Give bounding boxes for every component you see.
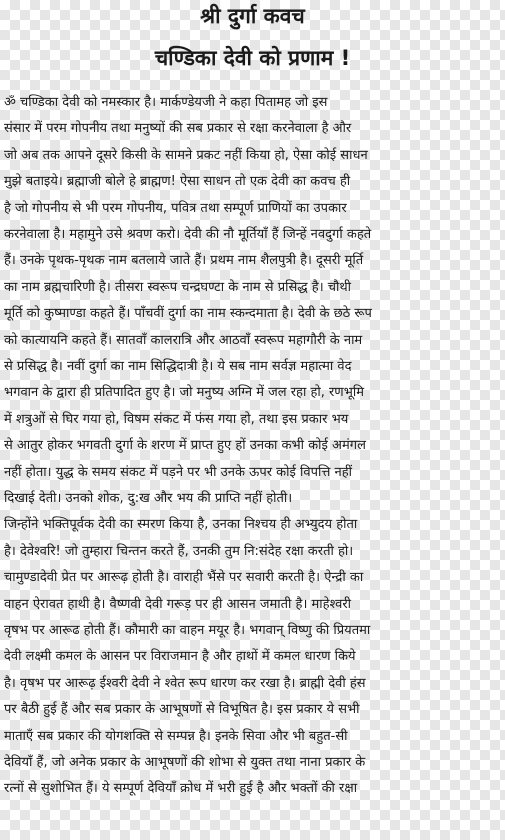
text-line: है। वृषभ पर आरूढ़ ईश्वरी देवी ने श्वेत रूप धारण कर रखा है। ब्राह्मी देवी हंस	[4, 675, 366, 691]
text-line: है जो गोपनीय से भी परम गोपनीय, पवित्र तथा सम्पूर्ण प्राणियों का उपकार	[4, 200, 347, 216]
text-line: का नाम ब्रह्मचारिणी है। तीसरा स्वरूप चन्द्रघण्टा के नाम से प्रसिद्ध है। चौथी	[4, 279, 352, 295]
text-line: चामुण्डादेवी प्रेत पर आरूढ़ होती है। वाराही भैंसे पर सवारी करती है। ऐन्द्री का	[4, 570, 364, 586]
text-line: से प्रसिद्ध है। नवीं दुर्गा का नाम सिद्धिदात्री है। ये सब नाम सर्वज्ञ महात्मा वेद	[4, 359, 352, 374]
text-line: देवी लक्ष्मी कमल के आसन पर विराजमान है और हाथों में कमल धारण किये	[4, 649, 356, 665]
text-line: वाहन ऐरावत हाथी है। वैष्णवी देवी गरूड़ पर ही आसन जमाती है। माहेश्वरी	[4, 596, 352, 612]
text-line: पर बैठी हुई हैं और सब प्रकार के आभूषणों से विभूषित है। इस प्रकार ये सभी	[4, 702, 360, 718]
document-title: श्री दुर्गा कवच	[200, 4, 305, 28]
text-line: को कात्यायनि कहते हैं। सातवाँ कालरात्रि और आठवाँ स्वरूप महागौरी के नाम	[4, 332, 363, 348]
text-line: मूर्ति को कुष्माण्डा कहते हैं। पाँचवीं दुर्गा का नाम स्कन्दमाता है। देवी के छठे रूप	[4, 306, 372, 322]
text-line: में शत्रुओं से घिर गया हो, विषम संकट में फंस गया हो, तथा इस प्रकार भय	[4, 411, 349, 427]
text-line: से आतुर होकर भगवती दुर्गा के शरण में प्राप्त हुए हों उनका कभी कोई अमंगल	[4, 438, 366, 454]
text-line: संसार में परम गोपनीय तथा मनुष्यों की सब प्रकार से रक्षा करनेवाला है और	[4, 121, 352, 137]
text-line: मुझे बताइये। ब्रह्माजी बोले हे ब्राह्मण! ऐसा साधन तो एक देवी का कवच ही	[4, 174, 351, 190]
text-line: दिखाई देती। उनको शोक, दु:ख और भय की प्राप्ति नहीं होती।	[4, 491, 293, 506]
text-line: माताएँ सब प्रकार की योगशक्ति से सम्पन्न है। इनके सिवा और भी बहुत-सी	[4, 728, 348, 744]
text-line: जिन्होंने भक्तिपूर्वक देवी का स्मरण किया है, उनका निश्चय ही अभ्युदय होता	[4, 517, 358, 533]
text-line: हैं। उनके पृथक-पृथक नाम बतलाये जाते हैं। प्रथम नाम शैलपुत्री है। दूसरी मूर्ति	[4, 253, 364, 269]
text-line: ॐ चण्डिका देवी को नमस्कार है। मार्कण्डेयजी ने कहा पितामह जो इस	[4, 95, 328, 110]
text-line: जो अब तक आपने दूसरे किसी के सामने प्रकट नहीं किया हो, ऐसा कोई साधन	[4, 147, 368, 163]
text-line: देवियाँ हैं, जो अनेक प्रकार के आभूषणों की शोभा से युक्त तथा नाना प्रकार के	[4, 755, 366, 770]
text-line: रत्नों से सुशोभित हैं। ये सम्पूर्ण देवियाँ क्रोध में भरी हुई है और भक्तों की रक्षा	[4, 781, 358, 797]
text-line: नहीं होता। युद्ध के समय संकट में पड़ने पर भी उनके ऊपर कोई विपत्ति नहीं	[4, 464, 352, 480]
text-line: है। देवेश्वरि! जो तुम्हारा चिन्तन करते हैं, उनकी तुम नि:संदेह रक्षा करती हो।	[4, 543, 354, 559]
text-line: करनेवाला है। महामुने उसे श्रवण करो। देवी की नौ मूर्तियाँ हैं जिन्हें नवदुर्गा कहते	[4, 227, 372, 242]
text-line: भगवान के द्वारा ही प्रतिपादित हुए है। जो मनुष्य अग्नि में जल रहा हो, रणभूमि	[4, 385, 364, 401]
document-subtitle: चण्डिका देवी को प्रणाम !	[154, 46, 351, 70]
text-line: वृषभ पर आरूढ होती हैं। कौमारी का वाहन मयूर है। भगवान् विष्णु की प्रियतमा	[4, 623, 371, 638]
